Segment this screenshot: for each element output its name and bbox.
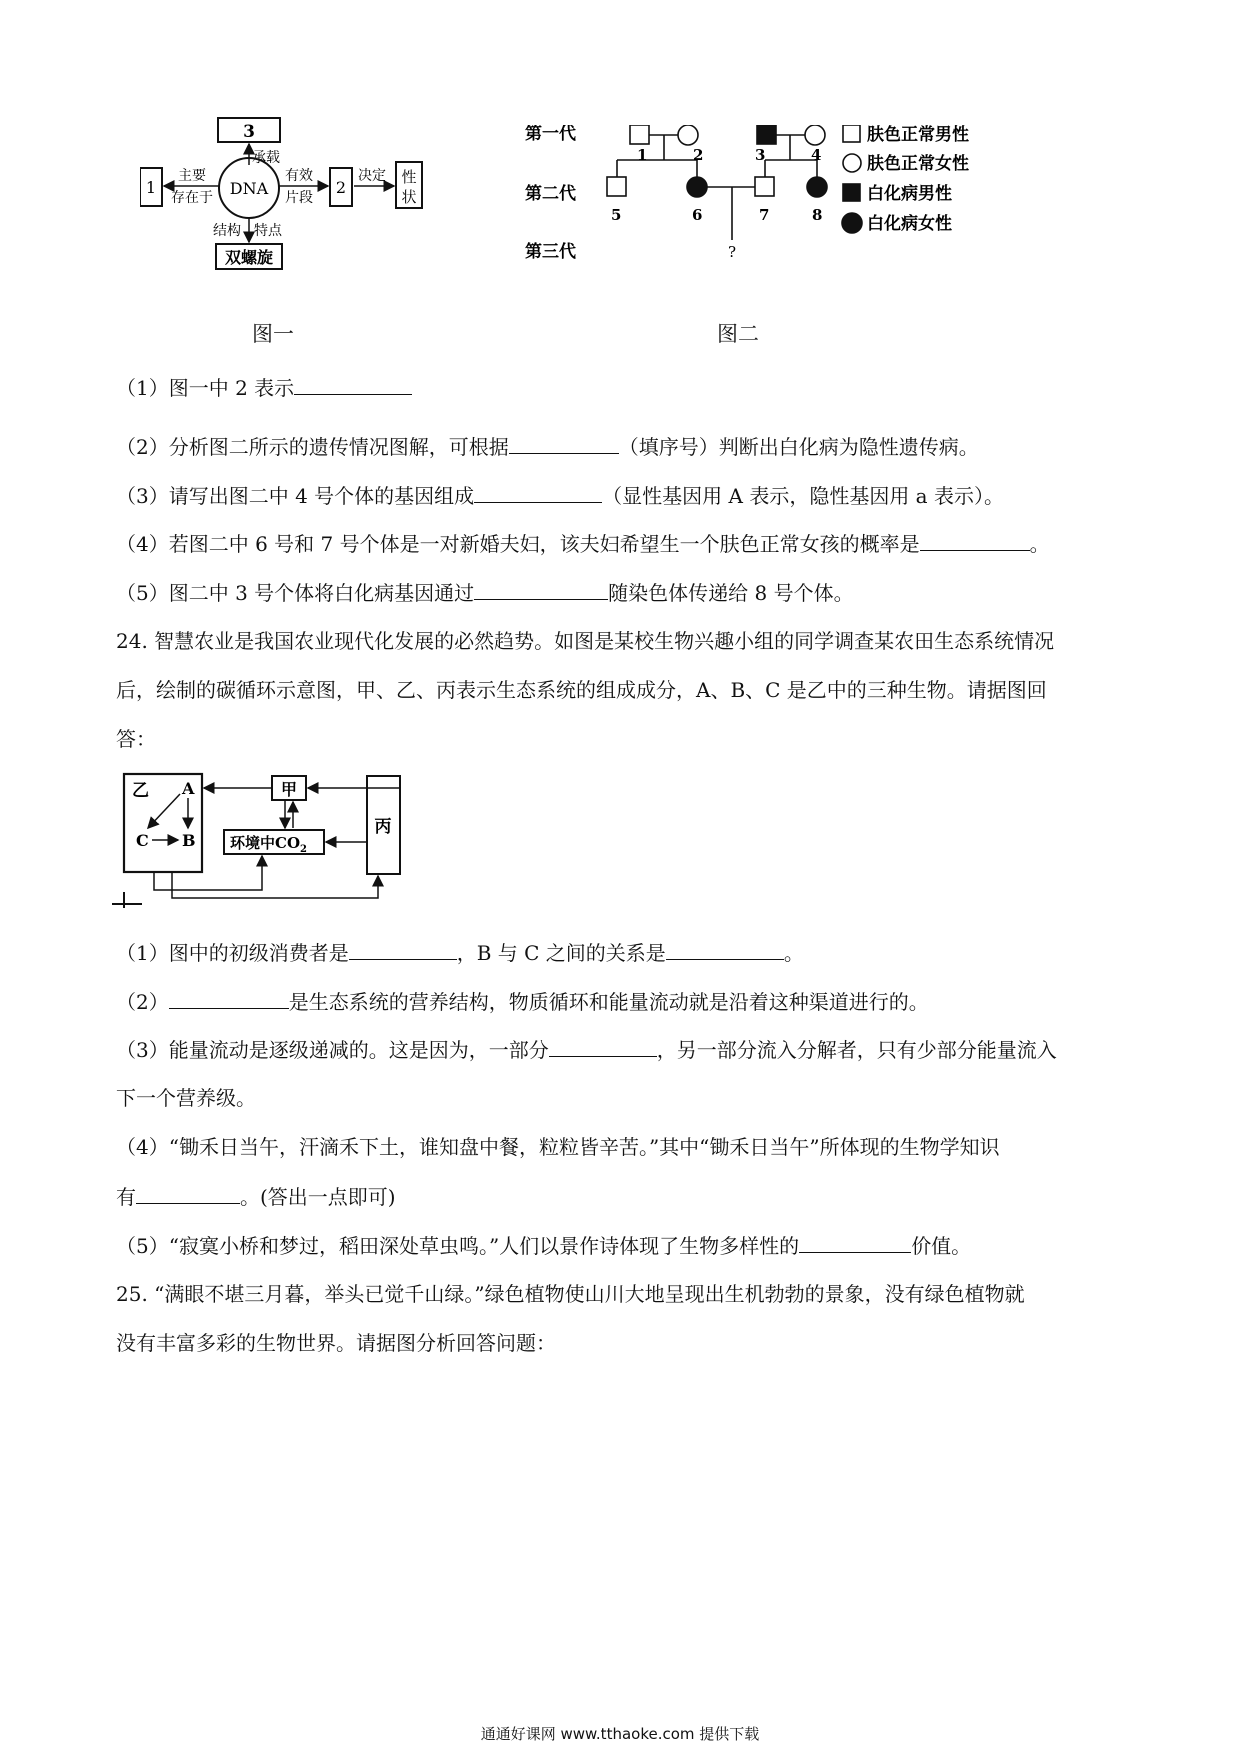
q24-item-2: （2） 是生态系统的营养结构，物质循环和能量流动就是沿着这种渠道进行的。 bbox=[116, 990, 929, 1014]
fig2-num-6: 6 bbox=[692, 206, 703, 224]
legend-normal-female: 肤色正常女性 bbox=[867, 154, 969, 174]
q23-item-1: （1）图一中 2 表示 bbox=[116, 374, 412, 401]
fig2-gen3-label: 第三代 bbox=[525, 242, 576, 262]
fig2-num-4: 4 bbox=[811, 146, 822, 164]
answer-blank[interactable] bbox=[509, 433, 619, 454]
fig2-gen1-label: 第一代 bbox=[525, 125, 576, 144]
answer-blank[interactable] bbox=[920, 530, 1030, 551]
figure-one-dna-diagram bbox=[140, 110, 480, 310]
q24-item-1: （1）图中的初级消费者是 ，B 与 C 之间的关系是 。 bbox=[116, 941, 804, 965]
q24-item-4-cont: 有 。(答出一点即可) bbox=[116, 1185, 396, 1209]
figure-two-pedigree bbox=[525, 125, 1025, 295]
answer-blank[interactable] bbox=[666, 939, 784, 960]
q23-item-4: （4）若图二中 6 号和 7 号个体是一对新婚夫妇，该夫妇希望生一个肤色正常女孩的概率是 。 bbox=[116, 532, 1050, 556]
fig1-double-helix: 双螺旋 bbox=[224, 248, 274, 267]
page-footer: 通通好课网 www.tthaoke.com 提供下载 bbox=[480, 1725, 760, 1743]
carbon-cycle-diagram bbox=[112, 768, 442, 908]
figure-one-caption: 图一 bbox=[252, 322, 294, 346]
cc-yi: 乙 bbox=[132, 781, 149, 801]
fig1-box1: 1 bbox=[145, 178, 157, 197]
fig1-main-label-1: 主要 bbox=[178, 168, 206, 184]
q24-item-3: （3）能量流动是逐级递减的。这是因为，一部分 ，另一部分流入分解者，只有少部分能量流入 bbox=[116, 1038, 1057, 1062]
q24-stem-line-3: 答： bbox=[116, 727, 156, 751]
answer-blank[interactable] bbox=[799, 1232, 911, 1253]
fig1-dna-label: DNA bbox=[229, 179, 269, 198]
fig2-num-7: 7 bbox=[759, 206, 770, 224]
q23-item-2: （2）分析图二所示的遗传情况图解，可根据 （填序号）判断出白化病为隐性遗传病。 bbox=[116, 435, 979, 459]
fig2-num-2: 2 bbox=[693, 146, 704, 164]
q24-item-5: （5）“寂寞小桥和梦过，稻田深处草虫鸣。”人们以景作诗体现了生物多样性的 价值。 bbox=[116, 1234, 972, 1258]
fig1-box3: 3 bbox=[243, 122, 255, 142]
fig1-trait-1: 性 bbox=[401, 168, 417, 186]
cc-bing: 丙 bbox=[374, 817, 392, 837]
answer-blank[interactable] bbox=[349, 939, 457, 960]
q24-stem-line-2: 后，绘制的碳循环示意图，甲、乙、丙表示生态系统的组成成分，A、B、C 是乙中的三种生物。请据图回 bbox=[116, 678, 1047, 702]
figure-two-caption: 图二 bbox=[717, 322, 759, 346]
fig1-carry-label: 承载 bbox=[252, 150, 280, 166]
q23-item-5: （5）图二中 3 号个体将白化病基因通过 随染色体传递给 8 号个体。 bbox=[116, 581, 854, 605]
fig2-question: ? bbox=[728, 243, 737, 261]
legend-normal-male: 肤色正常男性 bbox=[867, 125, 969, 145]
cc-co2: 环境中$CO_2$ bbox=[230, 834, 307, 855]
fig1-box2: 2 bbox=[335, 178, 347, 197]
q24-item-4: （4）“锄禾日当午，汗滴禾下土，谁知盘中餐，粒粒皆辛苦。”其中“锄禾日当午”所体现的生物学知识 bbox=[116, 1135, 1000, 1159]
fig1-main-label-2: 存在于 bbox=[171, 190, 213, 206]
fig2-num-3: 3 bbox=[755, 146, 766, 164]
cc-b: B bbox=[182, 831, 196, 850]
cc-jia: 甲 bbox=[280, 780, 298, 799]
legend-albino-female: 白化病女性 bbox=[867, 214, 952, 234]
answer-blank[interactable] bbox=[474, 579, 608, 600]
fig2-num-1: 1 bbox=[637, 146, 648, 164]
q25-stem-line-1: 25. “满眼不堪三月暮，举头已觉千山绿。”绿色植物使山川大地呈现出生机勃勃的景象，没有绿色植物就 bbox=[116, 1282, 1025, 1306]
q24-stem-line-1: 24. 智慧农业是我国农业现代化发展的必然趋势。如图是某校生物兴趣小组的同学调查某农田生态系统情况 bbox=[116, 629, 1055, 653]
fig2-num-5: 5 bbox=[611, 206, 622, 224]
answer-blank[interactable] bbox=[136, 1183, 240, 1204]
answer-blank[interactable] bbox=[169, 988, 289, 1009]
legend-albino-male: 白化病男性 bbox=[867, 184, 952, 204]
cc-c: C bbox=[136, 831, 149, 850]
fig1-decide-label: 决定 bbox=[358, 168, 386, 184]
fig1-feature-label: 特点 bbox=[254, 223, 282, 239]
q24-item-3-cont: 下一个营养级。 bbox=[116, 1086, 256, 1110]
answer-blank[interactable] bbox=[549, 1036, 657, 1057]
fig2-gen2-label: 第二代 bbox=[525, 184, 576, 204]
cc-a: A bbox=[182, 779, 195, 798]
fig1-effective-2: 片段 bbox=[285, 190, 313, 206]
fig1-trait-2: 状 bbox=[401, 188, 417, 206]
answer-blank[interactable] bbox=[294, 374, 412, 395]
q23-item-3: （3）请写出图二中 4 号个体的基因组成 （显性基因用 A 表示，隐性基因用 a 表示）。 bbox=[116, 484, 1004, 508]
fig1-structure-label: 结构 bbox=[213, 223, 241, 239]
answer-blank[interactable] bbox=[474, 482, 602, 503]
fig2-num-8: 8 bbox=[812, 206, 823, 224]
fig1-effective-1: 有效 bbox=[285, 168, 313, 184]
q25-stem-line-2: 没有丰富多彩的生物世界。请据图分析回答问题： bbox=[116, 1331, 556, 1355]
